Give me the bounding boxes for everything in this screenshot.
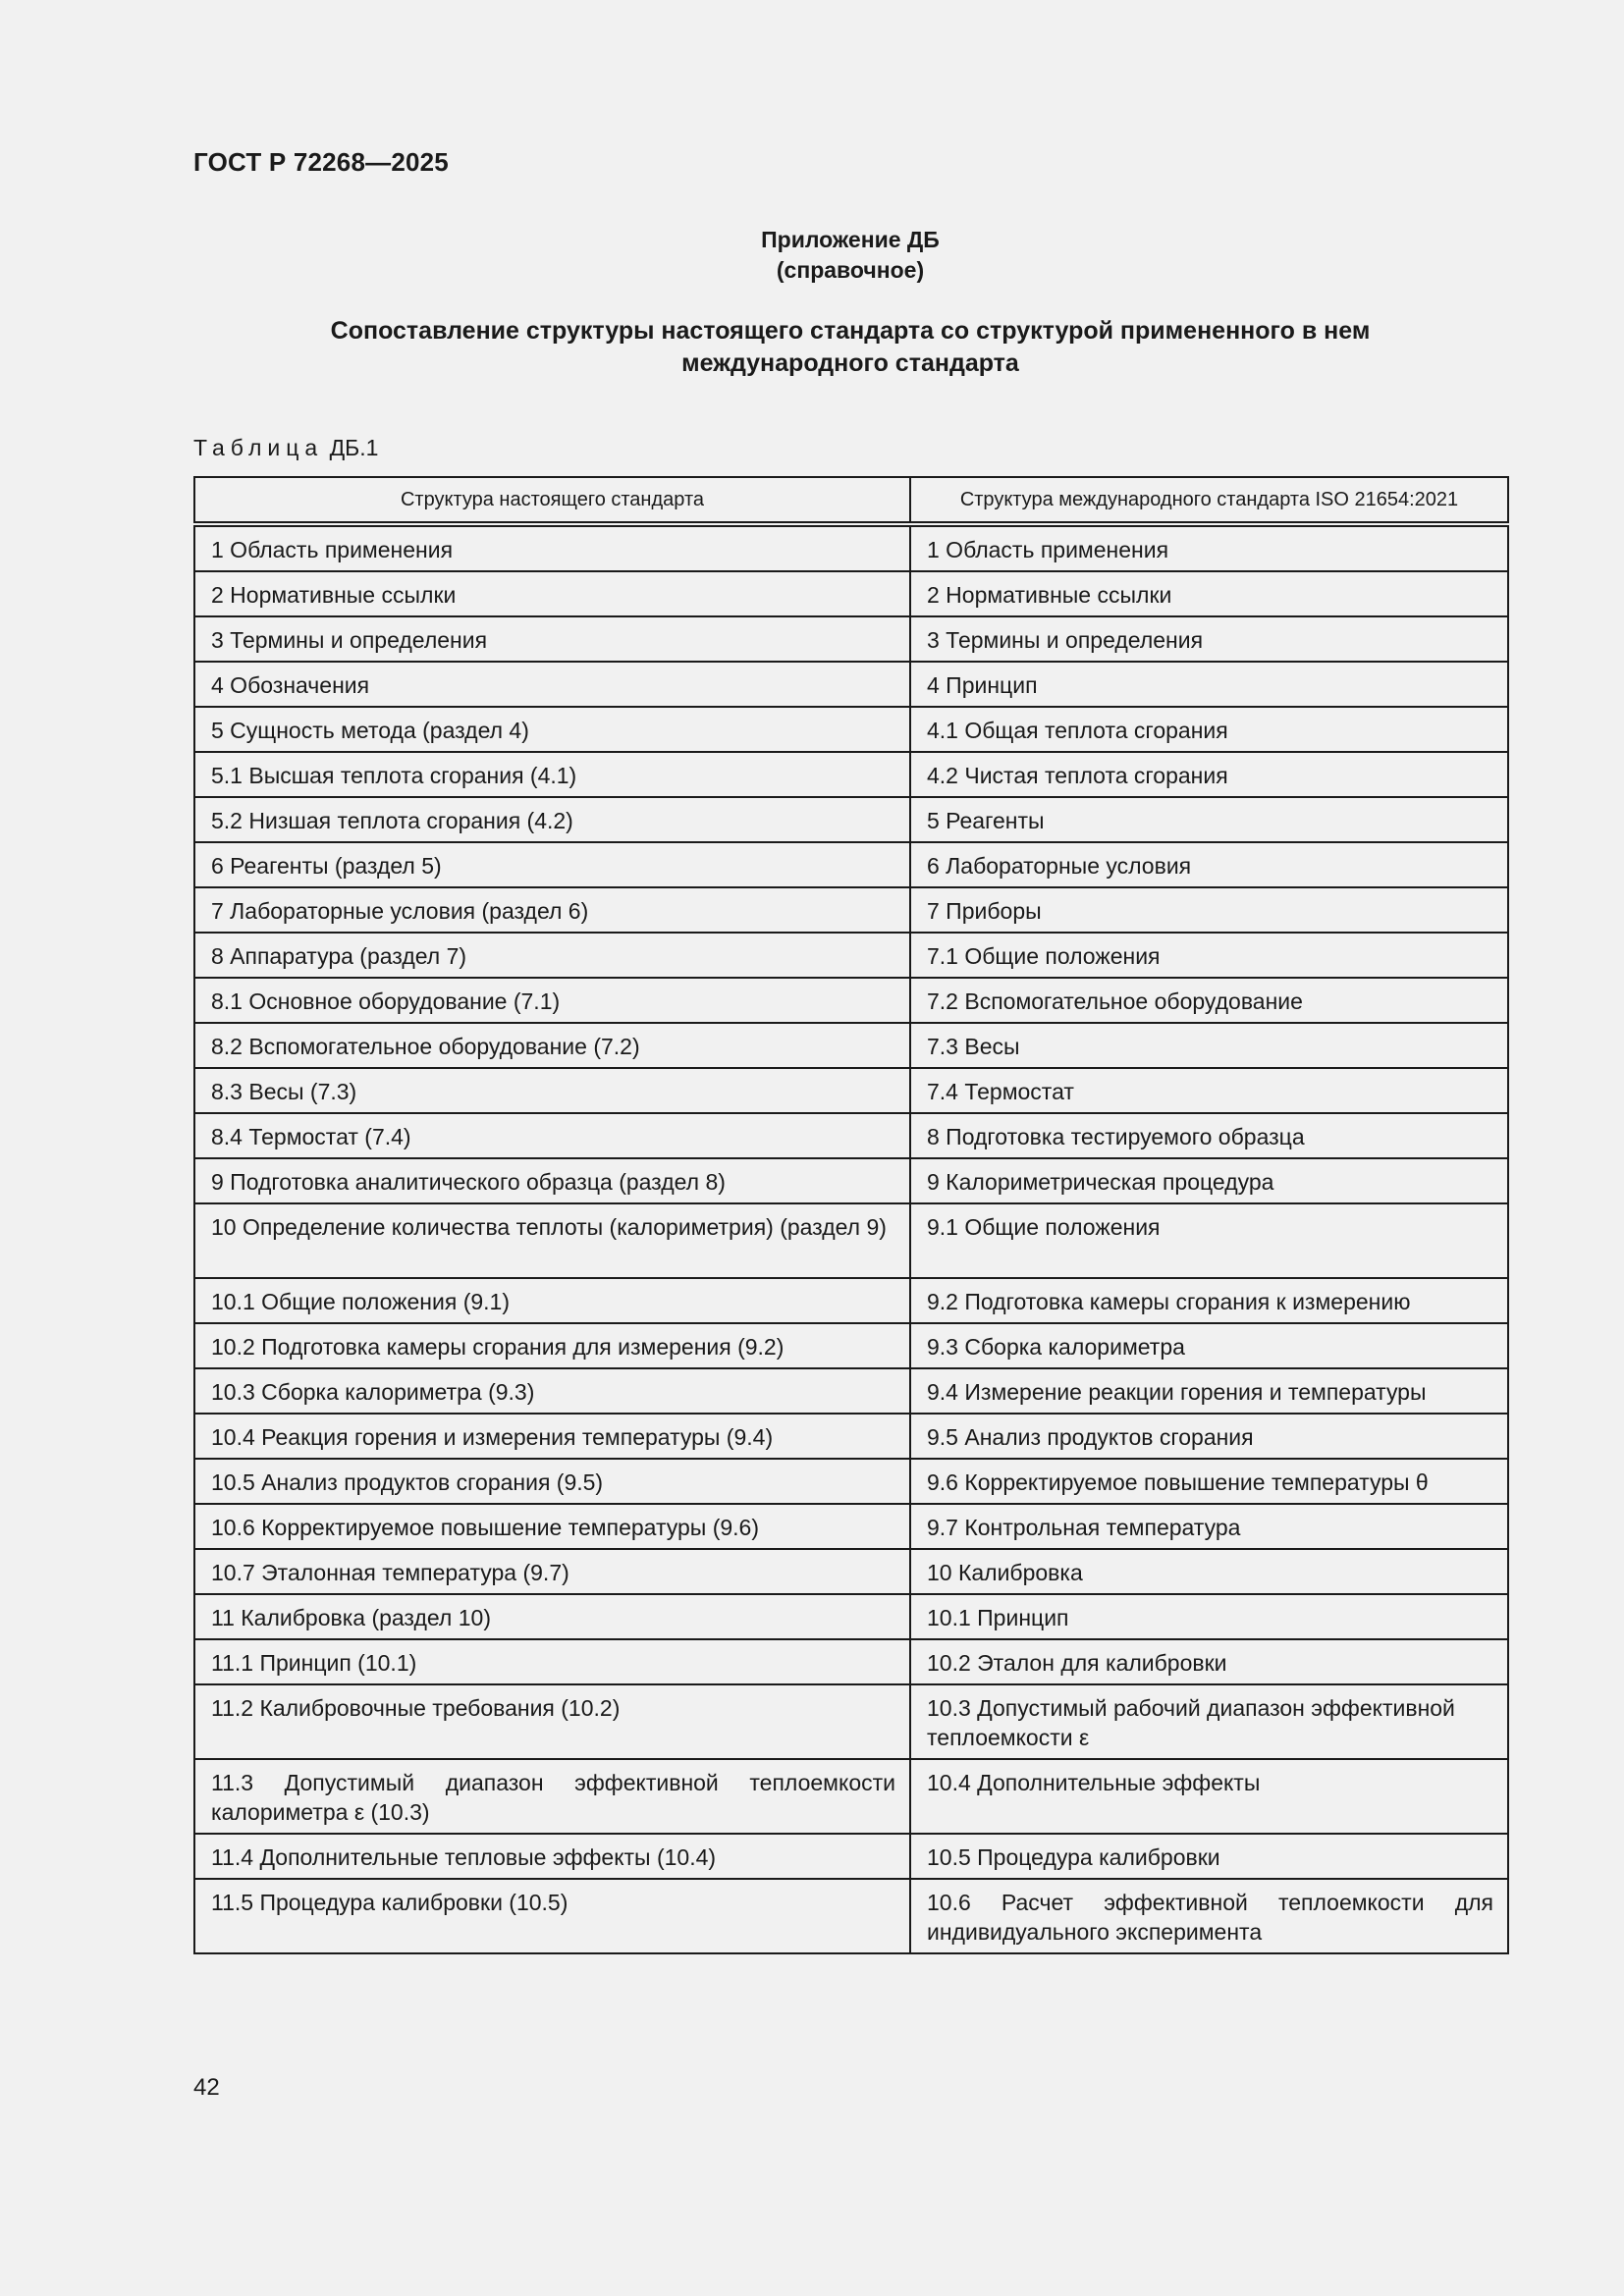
- cell-international-section: 10.4 Дополнительные эффекты: [910, 1759, 1508, 1834]
- cell-national-section: 8.3 Весы (7.3): [194, 1068, 910, 1113]
- header-national-structure: Структура настоящего стандарта: [194, 477, 910, 524]
- cell-international-section: 4.1 Общая теплота сгорания: [910, 707, 1508, 752]
- cell-international-section: 10.3 Допустимый рабочий диапазон эффективной теплоемкости ε: [910, 1684, 1508, 1759]
- table-row: [194, 1759, 1508, 1834]
- cell-national-section: 5.1 Высшая теплота сгорания (4.1): [194, 752, 910, 797]
- cell-international-section: 10.5 Процедура калибровки: [910, 1834, 1508, 1879]
- table-row: [194, 1639, 1508, 1684]
- table-caption-prefix: Таблица: [193, 435, 324, 460]
- annex-subtitle: (справочное): [776, 257, 925, 283]
- cell-international-section: 1 Область применения: [910, 524, 1508, 571]
- annex-title-block: [193, 225, 1507, 286]
- page-number: 42: [193, 2074, 220, 2101]
- structure-comparison-table: [193, 476, 1509, 1954]
- annex-title: Приложение ДБ: [761, 227, 940, 252]
- table-row: [194, 1113, 1508, 1158]
- cell-national-section: 7 Лабораторные условия (раздел 6): [194, 887, 910, 933]
- cell-national-section: 8.4 Термостат (7.4): [194, 1113, 910, 1158]
- cell-national-section: 11 Калибровка (раздел 10): [194, 1594, 910, 1639]
- annex-heading-line-2: международного стандарта: [681, 349, 1019, 377]
- table-row: [194, 797, 1508, 842]
- table-row: [194, 933, 1508, 978]
- header-international-structure: Структура международного стандарта ISO 21654:2021: [910, 477, 1508, 524]
- cell-national-section: 5 Сущность метода (раздел 4): [194, 707, 910, 752]
- cell-national-section: 10.7 Эталонная температура (9.7): [194, 1549, 910, 1594]
- cell-national-section: 10.5 Анализ продуктов сгорания (9.5): [194, 1459, 910, 1504]
- table-row: [194, 752, 1508, 797]
- cell-international-section: 8 Подготовка тестируемого образца: [910, 1113, 1508, 1158]
- cell-national-section: 9 Подготовка аналитического образца (раздел 8): [194, 1158, 910, 1203]
- cell-international-section: 10.1 Принцип: [910, 1594, 1508, 1639]
- cell-international-section: 7 Приборы: [910, 887, 1508, 933]
- table-row: [194, 842, 1508, 887]
- table-row: [194, 1068, 1508, 1113]
- table-row: [194, 1504, 1508, 1549]
- cell-national-section: 3 Термины и определения: [194, 616, 910, 662]
- cell-international-section: 10 Калибровка: [910, 1549, 1508, 1594]
- cell-national-section: 8.2 Вспомогательное оборудование (7.2): [194, 1023, 910, 1068]
- cell-national-section: 11.3 Допустимый диапазон эффективной теплоемкости калориметра ε (10.3): [194, 1759, 910, 1834]
- cell-national-section: 1 Область применения: [194, 524, 910, 571]
- table-row: [194, 1368, 1508, 1414]
- table-caption-number: ДБ.1: [329, 435, 379, 460]
- table-row: [194, 1203, 1508, 1278]
- table-row: [194, 616, 1508, 662]
- annex-heading-line-1: Сопоставление структуры настоящего стандарта со структурой примененного в нем: [330, 317, 1371, 345]
- cell-national-section: 10.3 Сборка калориметра (9.3): [194, 1368, 910, 1414]
- cell-international-section: 9.7 Контрольная температура: [910, 1504, 1508, 1549]
- cell-national-section: 8 Аппаратура (раздел 7): [194, 933, 910, 978]
- cell-international-section: 9.1 Общие положения: [910, 1203, 1508, 1278]
- table-row: [194, 1414, 1508, 1459]
- cell-international-section: 7.4 Термостат: [910, 1068, 1508, 1113]
- table-body: [194, 524, 1508, 1953]
- cell-national-section: 10 Определение количества теплоты (калориметрия) (раздел 9): [194, 1203, 910, 1278]
- cell-national-section: 4 Обозначения: [194, 662, 910, 707]
- table-row: [194, 1158, 1508, 1203]
- table-row: [194, 978, 1508, 1023]
- cell-international-section: 4 Принцип: [910, 662, 1508, 707]
- cell-international-section: 6 Лабораторные условия: [910, 842, 1508, 887]
- cell-international-section: 9.6 Корректируемое повышение температуры θ: [910, 1459, 1508, 1504]
- cell-international-section: 9.3 Сборка калориметра: [910, 1323, 1508, 1368]
- cell-international-section: 9.2 Подготовка камеры сгорания к измерению: [910, 1278, 1508, 1323]
- cell-international-section: 10.6 Расчет эффективной теплоемкости для индивидуального эксперимента: [910, 1879, 1508, 1953]
- table-row: [194, 1684, 1508, 1759]
- cell-international-section: 4.2 Чистая теплота сгорания: [910, 752, 1508, 797]
- cell-international-section: 2 Нормативные ссылки: [910, 571, 1508, 616]
- cell-national-section: 10.4 Реакция горения и измерения температуры (9.4): [194, 1414, 910, 1459]
- cell-international-section: 3 Термины и определения: [910, 616, 1508, 662]
- cell-national-section: 8.1 Основное оборудование (7.1): [194, 978, 910, 1023]
- table-caption: [193, 435, 378, 461]
- cell-national-section: 11.4 Дополнительные тепловые эффекты (10.4): [194, 1834, 910, 1879]
- cell-national-section: 2 Нормативные ссылки: [194, 571, 910, 616]
- cell-international-section: 7.2 Вспомогательное оборудование: [910, 978, 1508, 1023]
- table-header-row: [194, 477, 1508, 524]
- cell-international-section: 5 Реагенты: [910, 797, 1508, 842]
- document-code: ГОСТ Р 72268—2025: [193, 147, 449, 177]
- cell-international-section: 7.1 Общие положения: [910, 933, 1508, 978]
- cell-national-section: 10.1 Общие положения (9.1): [194, 1278, 910, 1323]
- cell-national-section: 5.2 Низшая теплота сгорания (4.2): [194, 797, 910, 842]
- cell-national-section: 10.6 Корректируемое повышение температуры (9.6): [194, 1504, 910, 1549]
- annex-heading: [193, 315, 1507, 380]
- table-row: [194, 1023, 1508, 1068]
- cell-international-section: 9.5 Анализ продуктов сгорания: [910, 1414, 1508, 1459]
- table-row: [194, 1879, 1508, 1953]
- cell-national-section: 6 Реагенты (раздел 5): [194, 842, 910, 887]
- cell-international-section: 9.4 Измерение реакции горения и температуры: [910, 1368, 1508, 1414]
- table-row: [194, 887, 1508, 933]
- table-row: [194, 1459, 1508, 1504]
- table-row: [194, 707, 1508, 752]
- table-row: [194, 662, 1508, 707]
- cell-national-section: 11.1 Принцип (10.1): [194, 1639, 910, 1684]
- table-row: [194, 524, 1508, 571]
- cell-national-section: 11.2 Калибровочные требования (10.2): [194, 1684, 910, 1759]
- cell-national-section: 11.5 Процедура калибровки (10.5): [194, 1879, 910, 1953]
- cell-international-section: 7.3 Весы: [910, 1023, 1508, 1068]
- table-row: [194, 1323, 1508, 1368]
- table-row: [194, 1278, 1508, 1323]
- table-row: [194, 1549, 1508, 1594]
- table-row: [194, 1594, 1508, 1639]
- cell-national-section: 10.2 Подготовка камеры сгорания для измерения (9.2): [194, 1323, 910, 1368]
- table-row: [194, 1834, 1508, 1879]
- cell-international-section: 9 Калориметрическая процедура: [910, 1158, 1508, 1203]
- cell-international-section: 10.2 Эталон для калибровки: [910, 1639, 1508, 1684]
- table-row: [194, 571, 1508, 616]
